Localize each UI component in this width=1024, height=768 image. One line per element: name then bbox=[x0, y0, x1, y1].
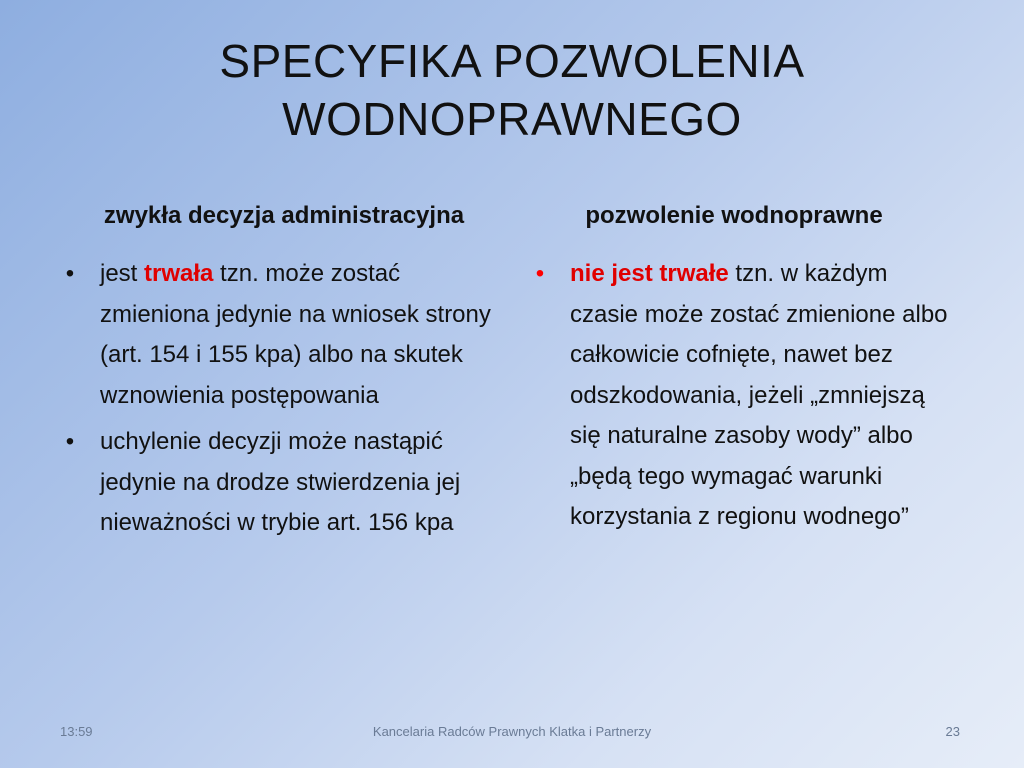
slide-title bbox=[80, 32, 944, 148]
bullet-icon: • bbox=[535, 260, 545, 287]
slide-title-line-1: SPECYFIKA POZWOLENIA bbox=[219, 35, 805, 87]
highlight-text: trwała bbox=[144, 260, 214, 287]
right-bullet-list bbox=[530, 254, 950, 544]
list-item bbox=[530, 254, 950, 538]
bullet-text-post: tzn. w każdym czasie może zostać zmienione albo całkowicie cofnięte, nawet bez odszkodowania, jeżeli „zmniejszą się naturalne zasoby wody” albo „będą tego wymagać warunki korzystania z regionu wodnego” bbox=[570, 260, 948, 530]
bullet-icon: • bbox=[65, 428, 75, 455]
bullet-text-pre: jest bbox=[100, 260, 145, 287]
bullet-text: uchylenie decyzji może nastąpić jedynie na drodze stwierdzenia jej nieważności w trybie art. 156 kpa bbox=[100, 428, 461, 536]
list-item bbox=[60, 254, 500, 416]
list-item bbox=[60, 422, 500, 544]
highlight-text: nie jest trwałe bbox=[570, 260, 729, 287]
bullet-text-post: tzn. może zostać zmieniona jedynie na wniosek strony (art. 154 i 155 kpa) albo na skutek wznowienia postępowania bbox=[100, 260, 491, 409]
footer-time: 13:59 bbox=[60, 724, 93, 739]
footer-company: Kancelaria Radców Prawnych Klatka i Partnerzy bbox=[372, 724, 652, 739]
right-column-header: pozwolenie wodnoprawne bbox=[585, 202, 883, 229]
left-bullet-list bbox=[60, 254, 500, 550]
footer-page-number: 23 bbox=[945, 724, 960, 739]
bullet-icon: • bbox=[65, 260, 75, 287]
left-column-header: zwykła decyzja administracyjna bbox=[103, 202, 465, 229]
slide-title-line-2: WODNOPRAWNEGO bbox=[282, 93, 742, 145]
